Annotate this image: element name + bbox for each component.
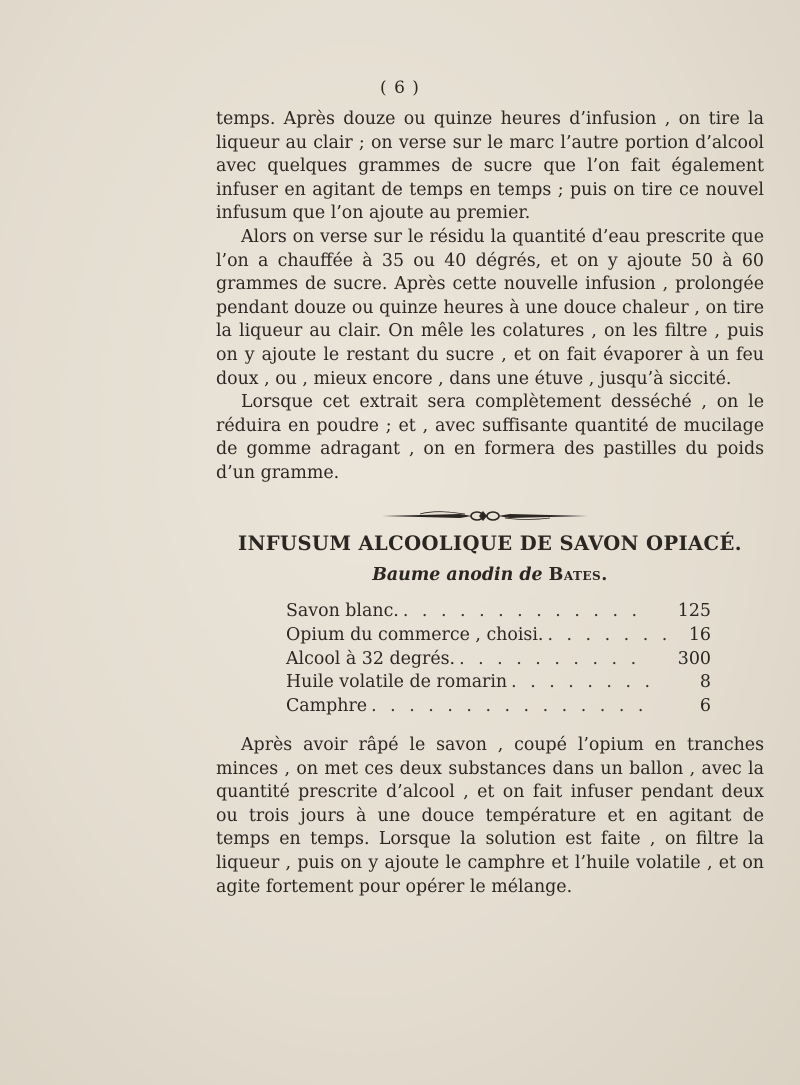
text-block-bottom: [216, 734, 764, 899]
ingredient-name: Camphre: [286, 696, 368, 717]
section-subtitle: [216, 565, 764, 585]
paragraph: Alors on verse sur le résidu la quantité d’eau prescrite que l’on a chauffée à 35 ou 40 dégrés, et on y ajoute 50 à 60 grammes de sucre. Après cette nouvelle infusion , prolongée pendant douze ou quinze heures à une douce chaleur , on tire la liqueur au clair. On mêle les colatures , on les filtre , puis on y ajoute le restant du sucre , et on fait évaporer à un feu doux , ou , mieux encore , dans une étuve , jusqu’à siccité.: [216, 226, 764, 389]
subtitle-text: Baume anodin de: [372, 565, 543, 585]
paragraph: Après avoir râpé le savon , coupé l’opium en tranches minces , on met ces deux substances dans un ballon , avec la quantité prescrite d’alcool , et on fait infuser pendant deux ou trois jours à une douce température et en agitant de temps en temps. Lorsque la solution est faite , on filtre la liqueur , puis on y ajoute le camphre et l’huile volatile , et on agite fortement pour opérer le mélange.: [216, 735, 764, 897]
recipe-row: [286, 624, 711, 648]
ingredient-quantity: 125: [677, 601, 711, 621]
recipe-row: [286, 600, 711, 624]
paragraph: Lorsque cet extrait sera complètement desséché , on le réduira en poudre ; et , avec suffisante quantité de mucilage de gomme adragant , on en formera des pastilles du poids d’un gramme.: [216, 392, 764, 483]
text-block-top: [216, 108, 764, 486]
leader-dots: . . . . . . . .: [511, 672, 655, 693]
subtitle-author: Bates.: [548, 565, 608, 585]
ingredient-name: Savon blanc.: [286, 601, 399, 621]
leader-dots: . . . . . . . . . . . . .: [402, 601, 642, 621]
leader-dots: . . . . . . . . . .: [459, 648, 641, 669]
section-divider-ornament: [380, 508, 590, 524]
ingredient-name: Huile volatile de romarin: [286, 672, 508, 693]
paragraph: temps. Après douze ou quinze heures d’infusion , on tire la liqueur au clair ; on verse sur le marc l’autre portion d’alcool avec quelques grammes de sucre que l’on fait également infuser en agitant de temps en temps ; puis on tire ce nouvel infusum que l’on ajoute au premier.: [216, 109, 764, 224]
ingredient-quantity: 8: [699, 672, 711, 693]
leader-dots: . . . . . . . . . . . . . . .: [371, 696, 648, 717]
ingredient-quantity: 6: [699, 696, 711, 717]
recipe-row: [286, 695, 711, 719]
ingredient-quantity: 16: [688, 624, 711, 645]
ingredient-name: Opium du commerce , choisi.: [286, 624, 544, 645]
ingredient-name: Alcool à 32 degrés.: [286, 648, 456, 669]
recipe-row: [286, 671, 711, 695]
recipe-list: [286, 600, 711, 719]
ingredient-quantity: 300: [677, 648, 711, 669]
page-number: ( 6 ): [380, 78, 420, 98]
leader-dots: . . . . . . .: [547, 624, 672, 645]
section-title: INFUSUM ALCOOLIQUE DE SAVON OPIACÉ.: [238, 532, 742, 555]
recipe-row: [286, 648, 711, 672]
